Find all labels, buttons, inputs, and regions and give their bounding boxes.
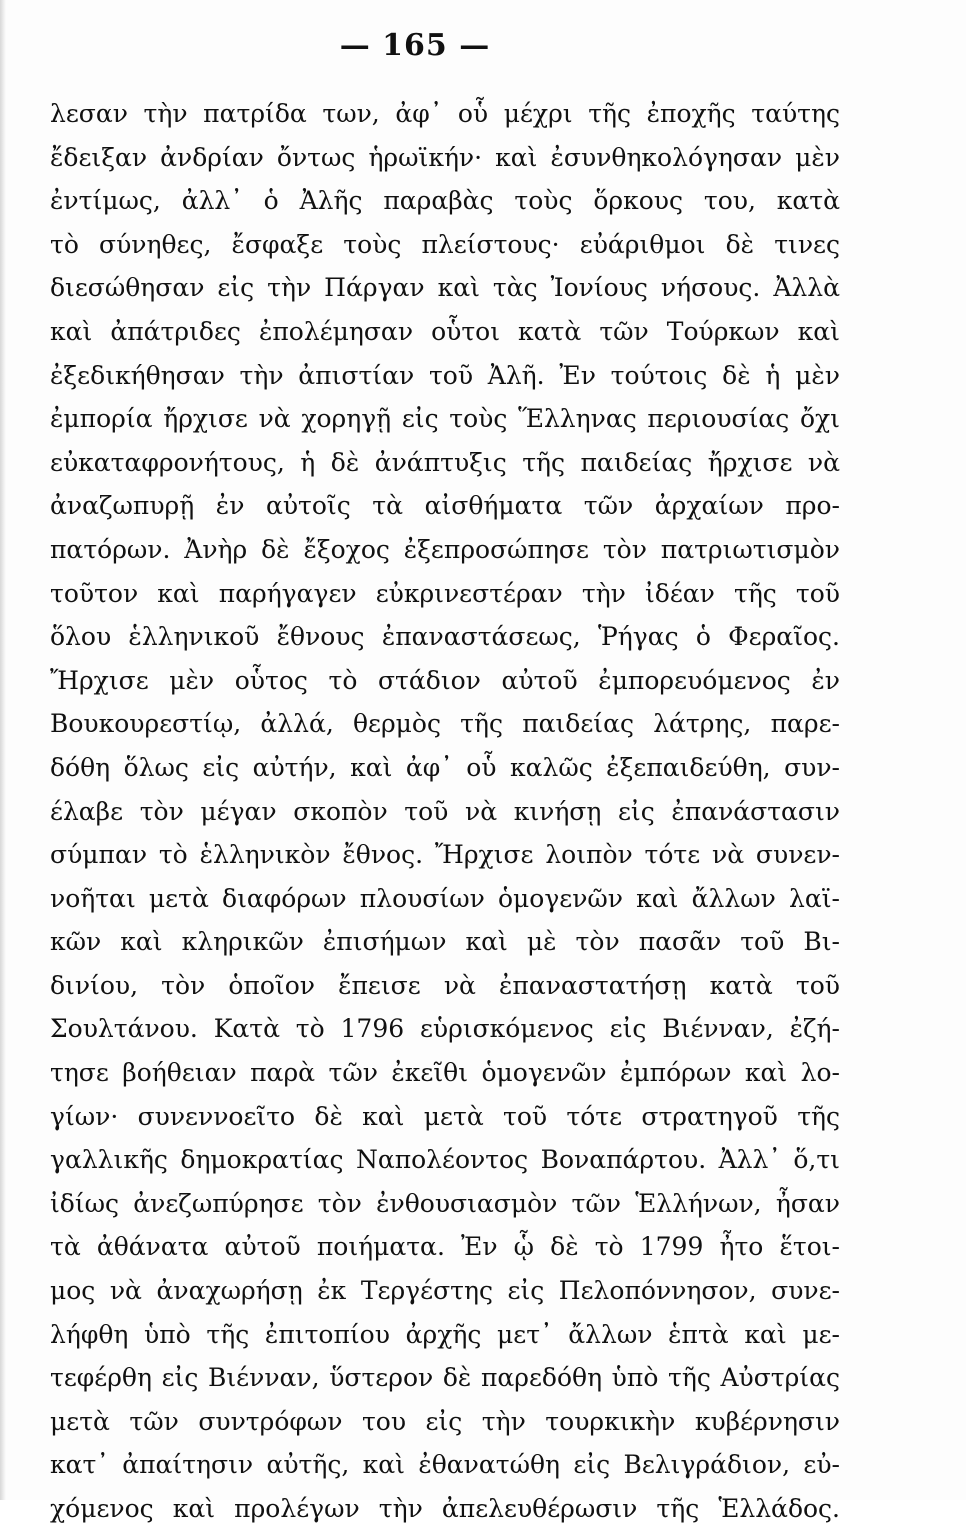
text-line: μος νὰ ἀναχωρήσῃ ἐκ Τεργέστης εἰς Πελοπόννησον, συνε- — [50, 1276, 840, 1306]
text-line: Σουλτάνου. Κατὰ τὸ 1796 εὑρισκόμενος εἰς Βιένναν, ἐζή- — [50, 1014, 840, 1044]
text-line: διεσώθησαν εἰς τὴν Πάργαν καὶ τὰς Ἰονίους νήσους. Ἀλλὰ — [50, 273, 840, 303]
text-line-last: χόμενος καὶ προλέγων τὴν ἀπελευθέρωσιν τῆς Ἑλλάδος. — [50, 1494, 840, 1523]
text-line: τὰ ἀθάνατα αὐτοῦ ποιήματα. Ἐν ᾧ δὲ τὸ 1799 ἦτο ἕτοι- — [50, 1232, 840, 1262]
text-line: λήφθη ὑπὸ τῆς ἐπιτοπίου ἀρχῆς μετ᾽ ἄλλων ἑπτὰ καὶ με- — [50, 1319, 840, 1349]
body-text — [50, 92, 840, 1531]
text-line: δινίου, τὸν ὁποῖον ἔπεισε νὰ ἐπαναστατήσῃ κατὰ τοῦ — [50, 970, 840, 1000]
text-line: σύμπαν τὸ ἑλληνικὸν ἔθνος. Ἤρχισε λοιπὸν τότε νὰ συνεν- — [50, 840, 840, 870]
text-line: κατ᾽ ἀπαίτησιν αὐτῆς, καὶ ἐθανατώθη εἰς Βελιγράδιον, εὐ- — [50, 1450, 840, 1480]
text-line: κῶν καὶ κληρικῶν ἐπισήμων καὶ μὲ τὸν πασᾶν τοῦ Βι- — [50, 927, 840, 957]
text-line: γίων· συνεννοεῖτο δὲ καὶ μετὰ τοῦ τότε στρατηγοῦ τῆς — [50, 1101, 840, 1131]
text-line: τεφέρθη εἰς Βιένναν, ὕστερον δὲ παρεδόθη ὑπὸ τῆς Αὐστρίας — [50, 1363, 840, 1393]
text-line: τὸ σύνηθες, ἔσφαξε τοὺς πλείστους· εὐάριθμοι δὲ τινες — [50, 229, 840, 259]
text-line: λεσαν τὴν πατρίδα των, ἀφ᾽ οὗ μέχρι τῆς ἐποχῆς ταύτης — [50, 99, 840, 128]
text-line: νοῆται μετὰ διαφόρων πλουσίων ὁμογενῶν καὶ ἄλλων λαϊ- — [50, 883, 840, 913]
text-line: ἀναζωπυρῇ ἐν αὐτοῖς τὰ αἰσθήματα τῶν ἀρχαίων προ- — [50, 491, 840, 521]
text-line: δόθη ὅλως εἰς αὐτήν, καὶ ἀφ᾽ οὗ καλῶς ἐξεπαιδεύθη, συν- — [50, 752, 840, 782]
page-edge-shadow — [0, 0, 6, 1500]
text-line: ἐντίμως, ἀλλ᾽ ὁ Ἀλῆς παραβὰς τοὺς ὅρκους του, κατὰ — [50, 186, 840, 216]
text-line: ἐμπορία ἤρχισε νὰ χορηγῇ εἰς τοὺς Ἕλληνας περιουσίας ὄχι — [50, 404, 840, 434]
text-line: καὶ ἀπάτριδες ἐπολέμησαν οὗτοι κατὰ τῶν Τούρκων καὶ — [50, 316, 840, 346]
text-line: τοῦτον καὶ παρήγαγεν εὐκρινεστέραν τὴν ἰδέαν τῆς τοῦ — [50, 578, 840, 608]
text-line: γαλλικῆς δημοκρατίας Ναπολέοντος Βοναπάρτου. Ἀλλ᾽ ὅ,τι — [50, 1145, 840, 1175]
text-line: μετὰ τῶν συντρόφων του εἰς τὴν τουρκικὴν κυβέρνησιν — [50, 1406, 840, 1436]
text-line: πατόρων. Ἀνὴρ δὲ ἔξοχος ἐξεπροσώπησε τὸν πατριωτισμὸν — [50, 534, 840, 564]
page-number: — 165 — — [339, 28, 491, 63]
text-line: ὅλου ἑλληνικοῦ ἔθνους ἐπαναστάσεως, Ῥήγας ὁ Φεραῖος. — [50, 622, 840, 652]
text-line: ἔδειξαν ἀνδρίαν ὄντως ἡρωϊκήν· καὶ ἐσυνθηκολόγησαν μὲν — [50, 142, 840, 172]
text-line: ἰδίως ἀνεζωπύρησε τὸν ἐνθουσιασμὸν τῶν Ἑλλήνων, ἦσαν — [50, 1188, 840, 1218]
text-line: Ἤρχισε μὲν οὗτος τὸ στάδιον αὐτοῦ ἐμπορευόμενος ἐν — [50, 665, 840, 695]
text-line: ἐξεδικήθησαν τὴν ἀπιστίαν τοῦ Ἀλῆ. Ἐν τούτοις δὲ ἡ μὲν — [50, 360, 840, 390]
text-line: εὐκαταφρονήτους, ἡ δὲ ἀνάπτυξις τῆς παιδείας ἤρχισε νὰ — [50, 447, 840, 477]
text-line: έλαβε τὸν μέγαν σκοπὸν τοῦ νὰ κινήσῃ εἰς ἐπανάστασιν — [50, 796, 840, 826]
text-line: τησε βοήθειαν παρὰ τῶν ἐκεῖθι ὁμογενῶν ἐμπόρων καὶ λο- — [50, 1058, 840, 1088]
text-line: Βουκουρεστίῳ, ἀλλά, θερμὸς τῆς παιδείας λάτρης, παρε- — [50, 709, 840, 739]
